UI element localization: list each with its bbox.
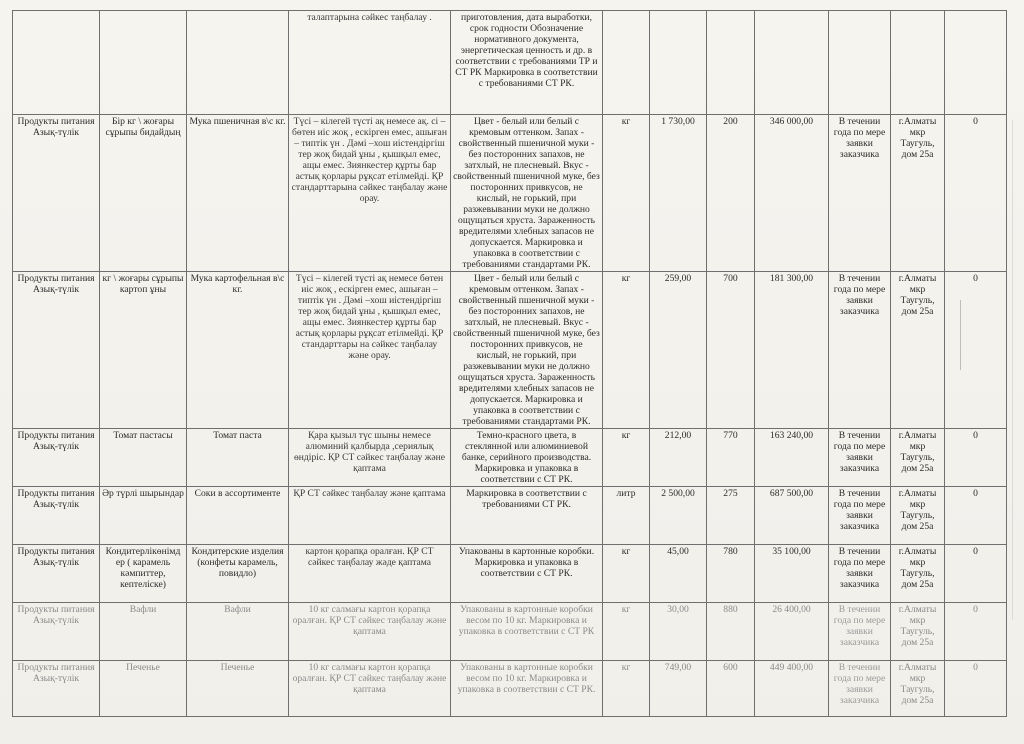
category-cell: Продукты питания Азық-түлік (13, 429, 100, 487)
category-cell: Продукты питания Азық-түлік (13, 272, 100, 429)
unit-cell: кг (603, 115, 650, 272)
table-row-continuation (13, 11, 1007, 115)
spec-ru-cell: приготовления, дата выработки, срок годности Обозначение нормативного документа, энергетическая ценность и др. в соответствии с требованиями ТР и СТ РК Маркировка в соответствии с требованиями СТ РК. (451, 11, 603, 115)
advance-cell: 0 (945, 661, 1007, 717)
address-cell: г.Алматы мкр Таугуль, дом 25а (891, 545, 945, 603)
name-ru-cell: Мука картофельная в\с кг. (187, 272, 289, 429)
unit-cell: кг (603, 545, 650, 603)
qty-cell (707, 11, 755, 115)
spec-kaz-cell: Түсі – кілегей түсті ақ немесе ақ. сі – бөтен иіс жоқ , ескірген емес, ашыған – типтік үн . Дәмі –хош иістендіргіш тер жоқ бидай ұны , қышқыл емес, ащы емес. Зиянкестер құрты бар астық қорлары рұқсат етілмейді. ҚР стандарттарына сәйкес таңбалау және орау. (289, 115, 451, 272)
price-cell: 2 500,00 (650, 487, 707, 545)
sum-cell: 346 000,00 (755, 115, 829, 272)
scan-artifact (960, 300, 961, 370)
name-kaz-cell: Әр түрлі шырындар (100, 487, 187, 545)
address-cell (891, 11, 945, 115)
spec-ru-cell: Цвет - белый или белый с кремовым оттенком. Запах - свойственный пшеничной муки - без посторонних запахов, не затхлый, не плесневый. Вкус - свойственный пшеничной муке, без посторонних привкусов, не кислый, не горький, при разжевывании муки не должно ощущаться хруста. Зараженность вредителями хлебных запасов не допускается. Маркировка и упаковка в соответствии с требованиями стандартами РК. (451, 115, 603, 272)
advance-cell: 0 (945, 272, 1007, 429)
qty-cell: 700 (707, 272, 755, 429)
spec-kaz-cell: Қара қызыл түс шыны немесе алюминий қалбырда ,сериялық өндіріс. ҚР СТ сәйкес таңбалау және қаптама (289, 429, 451, 487)
address-cell: г.Алматы мкр Таугуль, дом 25а (891, 661, 945, 717)
name-ru-cell: Соки в ассортименте (187, 487, 289, 545)
price-cell: 212,00 (650, 429, 707, 487)
address-cell: г.Алматы мкр Таугуль, дом 25а (891, 115, 945, 272)
term-cell: В течении года по мере заявки заказчика (829, 545, 891, 603)
spec-kaz-cell: ҚР СТ сәйкес таңбалау және қаптама (289, 487, 451, 545)
category-cell (13, 11, 100, 115)
spec-ru-cell: Маркировка в соответствии с требованиями СТ РК. (451, 487, 603, 545)
name-kaz-cell: Кондитерлікөнімд ер ( карамель кәмпиттер, кептеліске) (100, 545, 187, 603)
sum-cell: 35 100,00 (755, 545, 829, 603)
name-ru-cell: Кондитерские изделия (конфеты карамель, повидло) (187, 545, 289, 603)
price-cell: 45,00 (650, 545, 707, 603)
advance-cell: 0 (945, 603, 1007, 661)
name-ru-cell: Вафли (187, 603, 289, 661)
qty-cell: 780 (707, 545, 755, 603)
table-row (13, 115, 1007, 272)
unit-cell: кг (603, 429, 650, 487)
unit-cell: кг (603, 603, 650, 661)
name-ru-cell: Мука пшеничная в\с кг. (187, 115, 289, 272)
table-row (13, 487, 1007, 545)
advance-cell: 0 (945, 115, 1007, 272)
term-cell: В течении года по мере заявки заказчика (829, 115, 891, 272)
spec-ru-cell: Темно-красного цвета, в стеклянной или алюминиевой банке, серийного производства. Маркировка и упаковка в соответствии с СТ РК. (451, 429, 603, 487)
procurement-table (12, 10, 1007, 717)
name-ru-cell: Печенье (187, 661, 289, 717)
term-cell: В течении года по мере заявки заказчика (829, 487, 891, 545)
category-cell: Продукты питания Азық-түлік (13, 487, 100, 545)
advance-cell: 0 (945, 545, 1007, 603)
sum-cell: 181 300,00 (755, 272, 829, 429)
name-ru-cell: Томат паста (187, 429, 289, 487)
category-cell: Продукты питания Азық-түлік (13, 661, 100, 717)
price-cell: 259,00 (650, 272, 707, 429)
sum-cell (755, 11, 829, 115)
term-cell: В течении года по мере заявки заказчика (829, 603, 891, 661)
sum-cell: 449 400,00 (755, 661, 829, 717)
unit-cell: литр (603, 487, 650, 545)
category-cell: Продукты питания Азық-түлік (13, 115, 100, 272)
qty-cell: 600 (707, 661, 755, 717)
spec-kaz-cell: картон қорапқа оралған. ҚР СТ сәйкес таңбалау жәде қаптама (289, 545, 451, 603)
spec-kaz-cell: талаптарына сәйкес таңбалау . (289, 11, 451, 115)
qty-cell: 200 (707, 115, 755, 272)
sum-cell: 26 400,00 (755, 603, 829, 661)
table-row (13, 429, 1007, 487)
sum-cell: 163 240,00 (755, 429, 829, 487)
table-row (13, 272, 1007, 429)
address-cell: г.Алматы мкр Таугуль, дом 25а (891, 272, 945, 429)
category-cell: Продукты питания Азық-түлік (13, 603, 100, 661)
sum-cell: 687 500,00 (755, 487, 829, 545)
name-kaz-cell: Бір кг \ жоғары сұрыпы бидайдың (100, 115, 187, 272)
name-kaz-cell: Вафли (100, 603, 187, 661)
price-cell: 749,00 (650, 661, 707, 717)
advance-cell: 0 (945, 429, 1007, 487)
price-cell: 1 730,00 (650, 115, 707, 272)
unit-cell: кг (603, 272, 650, 429)
price-cell (650, 11, 707, 115)
name-kaz-cell (100, 11, 187, 115)
term-cell: В течении года по мере заявки заказчика (829, 272, 891, 429)
term-cell (829, 11, 891, 115)
spec-ru-cell: Упакованы в картонные коробки. Маркировка и упаковка в соответствии с СТ РК. (451, 545, 603, 603)
spec-kaz-cell: Түсі – кілегей түсті ақ немесе бөтен иіс жоқ , ескірген емес, ашыған – типтік үн . Дәмі –хош иістендіргіш тер жоқ бидай ұны , қышқыл емес, ащы емес. Зиянкестер құрты бар астық қорлары рұқсат етілмейді. ҚР стандарттары на сәйкес таңбалау және орау. (289, 272, 451, 429)
qty-cell: 275 (707, 487, 755, 545)
name-kaz-cell: Томат пастасы (100, 429, 187, 487)
table-row (13, 545, 1007, 603)
term-cell: В течении года по мере заявки заказчика (829, 661, 891, 717)
name-kaz-cell: Печенье (100, 661, 187, 717)
category-cell: Продукты питания Азық-түлік (13, 545, 100, 603)
advance-cell (945, 11, 1007, 115)
name-ru-cell (187, 11, 289, 115)
qty-cell: 770 (707, 429, 755, 487)
address-cell: г.Алматы мкр Таугуль, дом 25а (891, 487, 945, 545)
price-cell: 30,00 (650, 603, 707, 661)
advance-cell: 0 (945, 487, 1007, 545)
table-row (13, 661, 1007, 717)
address-cell: г.Алматы мкр Таугуль, дом 25а (891, 603, 945, 661)
address-cell: г.Алматы мкр Таугуль, дом 25а (891, 429, 945, 487)
spec-kaz-cell: 10 кг салмағы картон қорапқа оралған. ҚР СТ сәйкес таңбалау және қаптама (289, 661, 451, 717)
unit-cell: кг (603, 661, 650, 717)
table-row (13, 603, 1007, 661)
qty-cell: 880 (707, 603, 755, 661)
name-kaz-cell: кг \ жоғары сұрыпы картоп ұны (100, 272, 187, 429)
scan-edge-shadow (1012, 120, 1013, 620)
spec-ru-cell: Упакованы в картонные коробки весом по 10 кг. Маркировка и упаковка в соответствии с СТ РК (451, 603, 603, 661)
spec-kaz-cell: 10 кг салмағы картон қорапқа оралған. ҚР СТ сәйкес таңбалау және қаптама (289, 603, 451, 661)
unit-cell (603, 11, 650, 115)
spec-ru-cell: Упакованы в картонные коробки весом по 10 кг. Маркировка и упаковка в соответствии с СТ РК. (451, 661, 603, 717)
spec-ru-cell: Цвет - белый или белый с кремовым оттенком. Запах - свойственный пшеничной муки - без посторонних запахов, не затхлый, не плесневый. Вкус - свойственный пшеничной муке, без посторонних привкусов, не кислый, не горький, при разжевывании муки не должно ощущаться хруста. Зараженность вредителями хлебных запасов не допускается. Маркировка и упаковка в соответствии с требованиями стандартами РК. (451, 272, 603, 429)
term-cell: В течении года по мере заявки заказчика (829, 429, 891, 487)
